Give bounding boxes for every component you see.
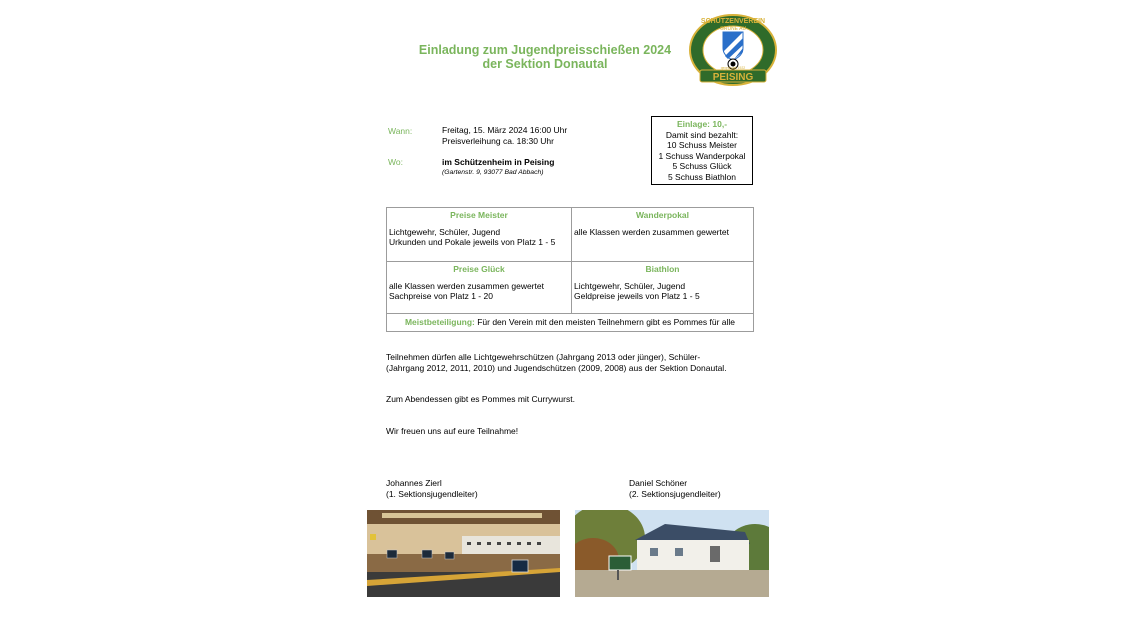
eligibility-line-2: (Jahrgang 2012, 2011, 2010) und Jugendschützen (2009, 2008) aus der Sektion Donautal. [386,362,727,373]
when-label: Wann: [388,126,413,136]
prize-cell-wanderpokal [572,208,754,262]
title-line-2: der Sektion Donautal [482,57,608,71]
signature-right-role: (2. Sektionsjugendleiter) [629,488,721,499]
shooting-range-image [367,510,560,597]
fee-title: Einlage: 10,- [676,119,728,129]
prize-text: Urkunden und Pokale jeweils von Platz 1 - 5 [389,237,556,247]
prize-text: Geldpreise jeweils von Platz 1 - 5 [574,291,700,301]
signature-right-name: Daniel Schöner [629,478,688,488]
prize-text: Lichtgewehr, Schüler, Jugend [389,226,501,237]
page-title [405,43,685,71]
prize-text: Sachpreise von Platz 1 - 20 [389,291,493,301]
logo-top-text: SCHÜTZENVEREIN [700,18,766,25]
meistbeteiligung-label: Meistbeteiligung: [404,317,475,327]
prize-cell-meister [387,208,572,262]
prize-text: alle Klassen werden zusammen gewertet [389,280,544,291]
prize-title-meister: Preise Meister [450,210,508,220]
club-logo-graphic [688,14,780,88]
clubhouse-image [575,510,769,597]
eligibility-line-1: Teilnehmen dürfen alle Lichtgewehrschützen (Jahrgang 2013 oder jünger), Schüler- [386,352,701,362]
signature-right [629,478,721,499]
fee-line: 5 Schuss Biathlon [667,171,737,182]
when-value [442,125,567,146]
logo-banner-text: PEISING [712,72,754,83]
prize-cell-biathlon [572,262,754,314]
eligibility-paragraph [386,352,786,373]
when-line-2: Preisverleihung ca. 18:30 Uhr [442,135,554,146]
fee-line: 5 Schuss Glück [672,161,732,171]
prize-title-wanderpokal: Wanderpokal [635,210,690,220]
fee-box [651,116,753,185]
prize-title-biathlon: Biathlon [645,264,680,274]
prize-cell-meistbeteiligung [387,314,754,332]
meistbeteiligung-text: Für den Verein mit den meisten Teilnehmern gibt es Pommes für alle [474,317,736,327]
signature-left-role: (1. Sektionsjugendleiter) [386,488,478,499]
prize-title-glueck: Preise Glück [453,264,505,274]
title-line-1: Einladung zum Jugendpreisschießen 2024 [418,43,672,57]
prize-text: Lichtgewehr, Schüler, Jugend [574,280,686,291]
where-value [442,157,554,178]
club-logo [688,14,780,88]
where-line-2: (Gartenstr. 9, 93077 Bad Abbach) [442,168,544,176]
signature-left-name: Johannes Zierl [386,478,442,488]
logo-sub-text: GRÜNE AU [719,26,747,32]
signature-left [386,478,478,499]
fee-line: 10 Schuss Meister [667,140,737,150]
photo-shooting-range [367,510,560,597]
fee-line: Damit sind bezahlt: [665,129,739,140]
when-line-1: Freitag, 15. März 2024 16:00 Uhr [442,125,568,135]
prize-text: alle Klassen werden zusammen gewertet [574,226,729,237]
dinner-paragraph: Zum Abendessen gibt es Pommes mit Currywurst. [386,394,575,404]
where-line-1: im Schützenheim in Peising [442,157,555,167]
photo-clubhouse [575,510,769,597]
closing-paragraph: Wir freuen uns auf eure Teilnahme! [386,426,519,436]
prizes-table [386,207,754,332]
where-label: Wo: [388,157,403,167]
fee-line: 1 Schuss Wanderpokal [658,150,746,161]
logo-founded-text: gegründet 1922 [720,66,746,70]
prize-cell-glueck [387,262,572,314]
